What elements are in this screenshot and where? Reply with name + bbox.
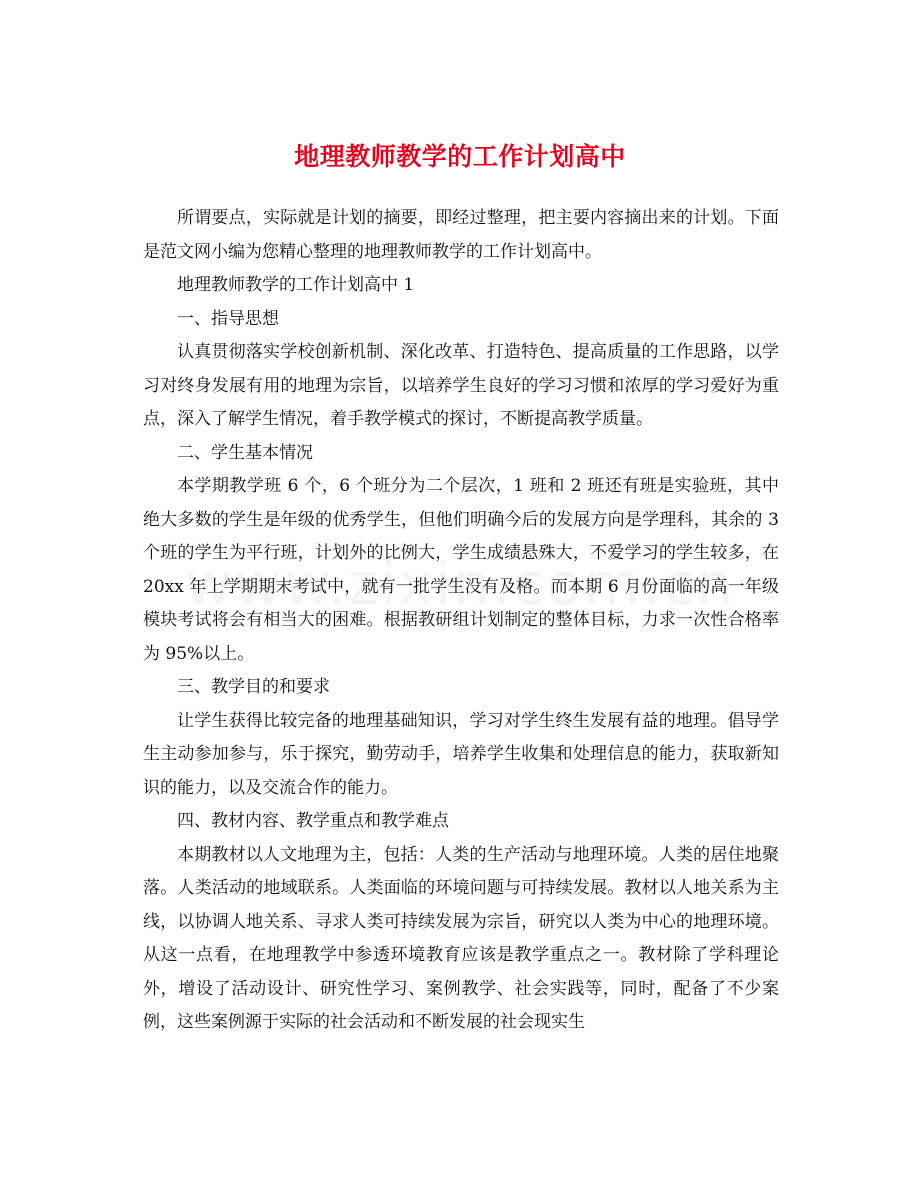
- section-heading-student-situation: 二、学生基本情况: [177, 442, 313, 463]
- paragraph-materials: 本期教材以人文地理为主，包括：人类的生产活动与地理环境。人类的居住地聚落。人类活动的地域联系。人类面临的环境问题与可持续发展。教材以人地关系为主线，以协调人地关系、寻求人类可持续发展为宗旨，研究以人类为中心的地理环境。从这一点看，在地理教学中参透环境教育应该是教学重点之一。教材除了学科理论外，增设了活动设计、研究性学习、案例教学、社会实践等，同时，配备了不少案例，这些案例源于实际的社会活动和不断发展的社会现实生: [143, 844, 779, 1032]
- section-heading-materials: 四、教材内容、教学重点和教学难点: [177, 811, 449, 831]
- paragraph-student-situation: 本学期教学班 6 个，6 个班分为二个层次，1 班和 2 班还有班是实验班，其中绝大多数的学生是年级的优秀学生，但他们明确今后的发展方向是学理科，其余的 3 个班的学生为平行班，计划外的比例大，学生成绩悬殊大，不爱学习的学生较多，在 20xx 年上学期期末考试中，就有一批学生没有及格。而本期 6 月份面临的高一年级模块考试将会有相当大的困难。根据教研组计划制定的整体目标，力求一次性合格率为 95%以上。: [143, 476, 779, 664]
- intro-paragraph: 所谓要点，实际就是计划的摘要，即经过整理，把主要内容摘出来的计划。下面是范文网小编为您精心整理的地理教师教学的工作计划高中。: [143, 208, 779, 262]
- paragraph-guiding-thought: 认真贯彻落实学校创新机制、深化改革、打造特色、提高质量的工作思路，以学习对终身发展有用的地理为宗旨，以培养学生良好的学习习惯和浓厚的学习爱好为重点，深入了解学生情况，着手教学模式的探讨，不断提高教学质量。: [143, 342, 779, 429]
- document-body: [143, 202, 779, 1040]
- section-heading-plan-1: 地理教师教学的工作计划高中 1: [177, 275, 415, 295]
- section-heading-guiding-thought: 一、指导思想: [177, 308, 279, 329]
- paragraph-teaching-goals: 让学生获得比较完备的地理基础知识，学习对学生终生发展有益的地理。倡导学生主动参加参与，乐于探究，勤劳动手，培养学生收集和处理信息的能力，获取新知识的能力，以及交流合作的能力。: [143, 710, 779, 798]
- page-title: 地理教师教学的工作计划高中: [294, 141, 626, 171]
- section-heading-teaching-goals: 三、教学目的和要求: [177, 677, 330, 697]
